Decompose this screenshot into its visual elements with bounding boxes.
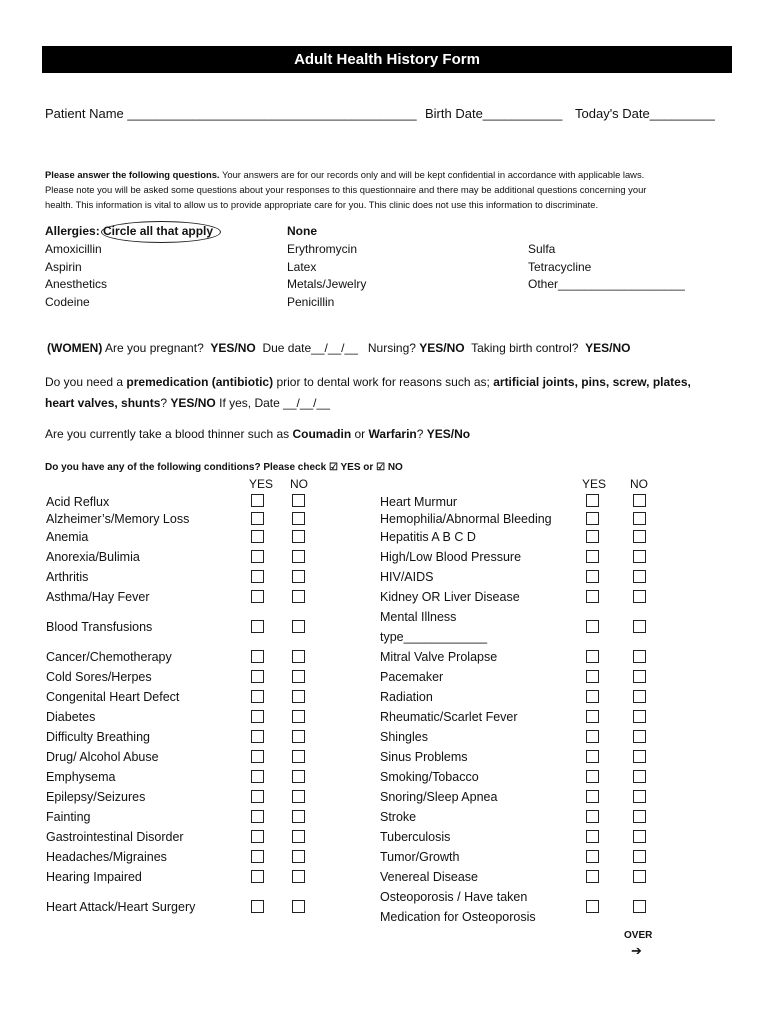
- instructions-line-1: [45, 167, 644, 182]
- condition-label: Mental Illness: [380, 610, 457, 624]
- condition-no-checkbox[interactable]: [292, 670, 305, 683]
- over-label: OVER: [624, 930, 653, 941]
- thinner-text-3: ?: [416, 427, 424, 441]
- condition-label: Tumor/Growth: [380, 850, 460, 864]
- condition-label: Hepatitis A B C D: [380, 530, 476, 544]
- thinner-text-2: or: [354, 427, 366, 441]
- condition-yes-checkbox[interactable]: [586, 550, 599, 563]
- condition-no-checkbox[interactable]: [633, 690, 646, 703]
- allergy-aspirin[interactable]: Aspirin: [45, 260, 82, 274]
- allergy-codeine[interactable]: Codeine: [45, 295, 90, 309]
- condition-yes-checkbox[interactable]: [586, 710, 599, 723]
- condition-yes-checkbox[interactable]: [251, 790, 264, 803]
- condition-yes-checkbox[interactable]: [251, 870, 264, 883]
- premed-text-1: Do you need a: [45, 375, 124, 389]
- condition-yes-checkbox[interactable]: [586, 620, 599, 633]
- condition-label: Drug/ Alcohol Abuse: [46, 750, 159, 764]
- thinner-warfarin: Warfarin: [368, 427, 417, 441]
- condition-no-checkbox[interactable]: [292, 590, 305, 603]
- condition-yes-checkbox[interactable]: [586, 494, 599, 507]
- condition-no-checkbox[interactable]: [292, 620, 305, 633]
- premed-answer[interactable]: YES/NO: [170, 396, 216, 410]
- condition-label: type____________: [380, 630, 488, 644]
- condition-yes-checkbox[interactable]: [586, 570, 599, 583]
- premed-bold-2: artificial joints, pins, screw, plates,: [493, 375, 691, 389]
- condition-no-checkbox[interactable]: [292, 790, 305, 803]
- condition-no-checkbox[interactable]: [633, 570, 646, 583]
- condition-yes-checkbox[interactable]: [586, 810, 599, 823]
- condition-label: Rheumatic/Scarlet Fever: [380, 710, 518, 724]
- condition-label: Tuberculosis: [380, 830, 451, 844]
- condition-yes-checkbox[interactable]: [251, 650, 264, 663]
- condition-label: Headaches/Migraines: [46, 850, 167, 864]
- condition-yes-checkbox[interactable]: [586, 750, 599, 763]
- condition-label: High/Low Blood Pressure: [380, 550, 522, 564]
- condition-yes-checkbox[interactable]: [251, 850, 264, 863]
- condition-no-checkbox[interactable]: [633, 620, 646, 633]
- instructions-line-3: health. This information is vital to allow us to provide appropriate care for you. This clinic does not use this information to discriminate.: [45, 199, 599, 210]
- birth-control-question: Taking birth control?: [471, 341, 579, 355]
- right-yes-header: YES: [582, 477, 607, 491]
- condition-label: Osteoporosis / Have taken: [380, 890, 528, 904]
- condition-label: Congenital Heart Defect: [46, 690, 180, 704]
- birth-control-answer[interactable]: YES/NO: [585, 341, 631, 355]
- pregnant-question: Are you pregnant?: [105, 341, 204, 355]
- condition-no-checkbox[interactable]: [633, 494, 646, 507]
- condition-yes-checkbox[interactable]: [586, 512, 599, 525]
- condition-yes-checkbox[interactable]: [586, 770, 599, 783]
- condition-no-checkbox[interactable]: [633, 830, 646, 843]
- allergy-none[interactable]: None: [287, 224, 317, 238]
- condition-no-checkbox[interactable]: [292, 750, 305, 763]
- condition-yes-checkbox[interactable]: [251, 730, 264, 743]
- condition-no-checkbox[interactable]: [633, 670, 646, 683]
- condition-yes-checkbox[interactable]: [251, 900, 264, 913]
- circle-mark-icon: [101, 221, 221, 243]
- condition-no-checkbox[interactable]: [633, 550, 646, 563]
- condition-yes-checkbox[interactable]: [251, 570, 264, 583]
- condition-label: Heart Attack/Heart Surgery: [46, 900, 196, 914]
- condition-yes-checkbox[interactable]: [586, 830, 599, 843]
- condition-no-checkbox[interactable]: [633, 730, 646, 743]
- allergy-tetracycline[interactable]: Tetracycline: [528, 260, 592, 274]
- condition-yes-checkbox[interactable]: [586, 590, 599, 603]
- condition-label: Anemia: [46, 530, 89, 544]
- condition-yes-checkbox[interactable]: [251, 530, 264, 543]
- condition-label: Cold Sores/Herpes: [46, 670, 152, 684]
- blood-thinner-question: [45, 427, 470, 441]
- condition-label: Radiation: [380, 690, 433, 704]
- thinner-coumadin: Coumadin: [292, 427, 352, 441]
- condition-label: Cancer/Chemotherapy: [46, 650, 172, 664]
- condition-yes-checkbox[interactable]: [251, 810, 264, 823]
- premed-text-2: prior to dental work for reasons such as;: [276, 375, 490, 389]
- birth-date-field[interactable]: Birth Date___________: [425, 106, 563, 121]
- condition-yes-checkbox[interactable]: [586, 690, 599, 703]
- condition-no-checkbox[interactable]: [292, 570, 305, 583]
- condition-no-checkbox[interactable]: [292, 710, 305, 723]
- condition-label: Venereal Disease: [380, 870, 478, 884]
- women-question-line: [47, 341, 631, 355]
- condition-yes-checkbox[interactable]: [586, 530, 599, 543]
- condition-yes-checkbox[interactable]: [251, 710, 264, 723]
- condition-yes-checkbox[interactable]: [251, 512, 264, 525]
- condition-no-checkbox[interactable]: [633, 770, 646, 783]
- premed-bold-1: premedication (antibiotic): [126, 375, 274, 389]
- condition-label: Epilepsy/Seizures: [46, 790, 146, 804]
- patient-name-field[interactable]: Patient Name ________________________________________: [45, 106, 417, 121]
- condition-yes-checkbox[interactable]: [251, 750, 264, 763]
- arrow-right-icon: ➔: [631, 943, 642, 958]
- premed-text-3: ?: [160, 396, 168, 410]
- condition-no-checkbox[interactable]: [633, 870, 646, 883]
- condition-label: Anorexia/Bulimia: [46, 550, 140, 564]
- pregnant-answer[interactable]: YES/NO: [210, 341, 256, 355]
- condition-no-checkbox[interactable]: [292, 550, 305, 563]
- condition-label: Gastrointestinal Disorder: [46, 830, 184, 844]
- condition-no-checkbox[interactable]: [292, 900, 305, 913]
- allergy-other[interactable]: Other___________________: [528, 277, 685, 291]
- condition-yes-checkbox[interactable]: [251, 494, 264, 507]
- condition-no-checkbox[interactable]: [292, 512, 305, 525]
- allergy-amoxicillin[interactable]: Amoxicillin: [45, 242, 102, 256]
- condition-label: Shingles: [380, 730, 428, 744]
- condition-label: Medication for Osteoporosis: [380, 910, 536, 924]
- thinner-text-1: Are you currently take a blood thinner such as: [45, 427, 290, 441]
- condition-label: Stroke: [380, 810, 417, 824]
- condition-label: Smoking/Tobacco: [380, 770, 479, 784]
- allergy-penicillin[interactable]: Penicillin: [287, 295, 335, 309]
- condition-no-checkbox[interactable]: [633, 900, 646, 913]
- condition-yes-checkbox[interactable]: [586, 730, 599, 743]
- condition-label: Blood Transfusions: [46, 620, 153, 634]
- condition-label: Kidney OR Liver Disease: [380, 590, 520, 604]
- condition-no-checkbox[interactable]: [292, 650, 305, 663]
- condition-yes-checkbox[interactable]: [251, 620, 264, 633]
- condition-no-checkbox[interactable]: [292, 770, 305, 783]
- allergy-sulfa[interactable]: Sulfa: [528, 242, 556, 256]
- condition-yes-checkbox[interactable]: [586, 670, 599, 683]
- condition-yes-checkbox[interactable]: [251, 830, 264, 843]
- allergy-metals-jewelry[interactable]: Metals/Jewelry: [287, 277, 367, 291]
- premed-bold-3: heart valves, shunts: [45, 396, 161, 410]
- condition-label: Arthritis: [46, 570, 89, 584]
- todays-date-field[interactable]: Today's Date_________: [575, 106, 715, 121]
- condition-label: Hemophilia/Abnormal Bleeding: [380, 512, 552, 526]
- condition-label: HIV/AIDS: [380, 570, 434, 584]
- form-title: Adult Health History Form: [42, 46, 732, 73]
- condition-no-checkbox[interactable]: [633, 512, 646, 525]
- left-no-header: NO: [290, 477, 308, 491]
- condition-yes-checkbox[interactable]: [251, 690, 264, 703]
- condition-yes-checkbox[interactable]: [586, 850, 599, 863]
- premed-question-line-2: [45, 396, 330, 410]
- condition-label: Hearing Impaired: [46, 870, 142, 884]
- condition-label: Heart Murmur: [380, 495, 458, 509]
- condition-no-checkbox[interactable]: [292, 830, 305, 843]
- allergies-label: Allergies: Circle all that apply: [45, 224, 214, 238]
- women-tag: (WOMEN): [47, 341, 103, 355]
- condition-yes-checkbox[interactable]: [251, 770, 264, 783]
- premed-question-line-1: [45, 375, 691, 389]
- nursing-question: Nursing?: [367, 341, 416, 355]
- condition-label: Sinus Problems: [380, 750, 468, 764]
- right-no-header: NO: [630, 477, 648, 491]
- condition-yes-checkbox[interactable]: [586, 650, 599, 663]
- condition-label: Diabetes: [46, 710, 96, 724]
- condition-yes-checkbox[interactable]: [586, 870, 599, 883]
- condition-no-checkbox[interactable]: [292, 870, 305, 883]
- condition-label: Alzheimer’s/Memory Loss: [46, 512, 190, 526]
- condition-label: Pacemaker: [380, 670, 444, 684]
- premed-date-field[interactable]: If yes, Date __/__/__: [219, 396, 330, 410]
- condition-no-checkbox[interactable]: [292, 494, 305, 507]
- condition-no-checkbox[interactable]: [633, 850, 646, 863]
- allergy-erythromycin[interactable]: Erythromycin: [287, 242, 358, 256]
- condition-label: Snoring/Sleep Apnea: [380, 790, 498, 804]
- condition-no-checkbox[interactable]: [633, 790, 646, 803]
- condition-label: Asthma/Hay Fever: [46, 590, 150, 604]
- condition-yes-checkbox[interactable]: [586, 900, 599, 913]
- condition-label: Difficulty Breathing: [46, 730, 150, 744]
- due-date-field[interactable]: Due date__/__/__: [262, 341, 358, 355]
- condition-yes-checkbox[interactable]: [586, 790, 599, 803]
- condition-no-checkbox[interactable]: [292, 530, 305, 543]
- condition-no-checkbox[interactable]: [292, 730, 305, 743]
- condition-no-checkbox[interactable]: [633, 810, 646, 823]
- nursing-answer[interactable]: YES/NO: [419, 341, 465, 355]
- thinner-answer[interactable]: YES/No: [426, 427, 471, 441]
- condition-label: Fainting: [46, 810, 91, 824]
- instructions-line-2: Please note you will be asked some questions about your responses to this questionnaire and there may be additional questions concerning your: [45, 184, 647, 195]
- condition-no-checkbox[interactable]: [292, 810, 305, 823]
- allergy-latex[interactable]: Latex: [287, 260, 317, 274]
- condition-no-checkbox[interactable]: [292, 850, 305, 863]
- condition-yes-checkbox[interactable]: [251, 590, 264, 603]
- condition-label: Emphysema: [46, 770, 116, 784]
- condition-no-checkbox[interactable]: [633, 530, 646, 543]
- condition-label: Acid Reflux: [46, 495, 110, 509]
- condition-no-checkbox[interactable]: [633, 750, 646, 763]
- allergy-anesthetics[interactable]: Anesthetics: [45, 277, 108, 291]
- condition-no-checkbox[interactable]: [292, 690, 305, 703]
- condition-no-checkbox[interactable]: [633, 650, 646, 663]
- condition-no-checkbox[interactable]: [633, 590, 646, 603]
- condition-label: Mitral Valve Prolapse: [380, 650, 498, 664]
- condition-yes-checkbox[interactable]: [251, 670, 264, 683]
- conditions-prompt: Do you have any of the following conditions? Please check ☑ YES or ☑ NO: [45, 462, 403, 473]
- condition-no-checkbox[interactable]: [633, 710, 646, 723]
- instructions-bold: Please answer the following questions.: [45, 169, 220, 180]
- instructions-text-1: Your answers are for our records only and will be kept confidential in accordance with applicable laws.: [221, 169, 645, 180]
- left-yes-header: YES: [249, 477, 274, 491]
- condition-yes-checkbox[interactable]: [251, 550, 264, 563]
